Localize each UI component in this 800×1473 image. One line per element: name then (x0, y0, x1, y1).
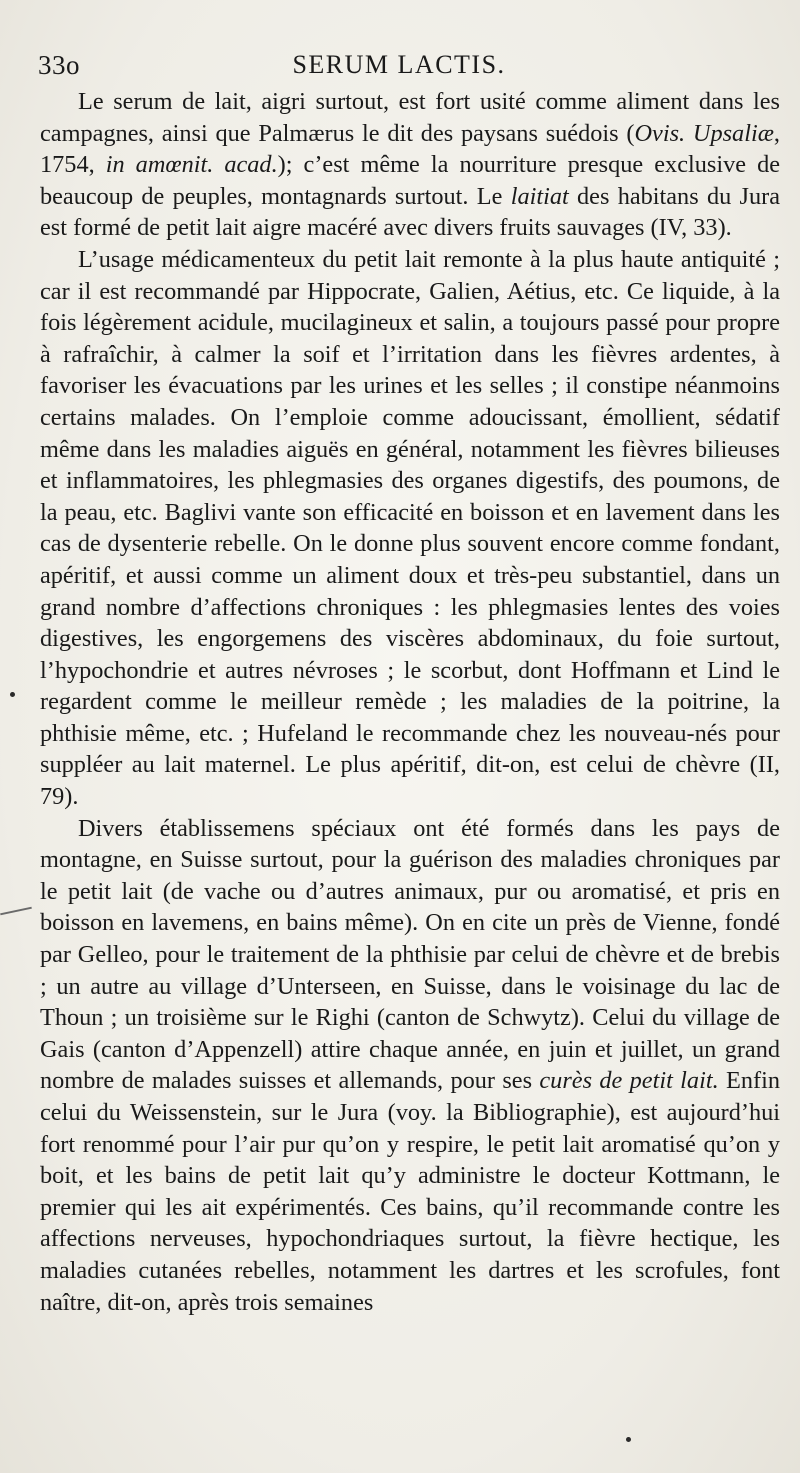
paragraph-3 (40, 813, 780, 1319)
page-header (38, 50, 760, 90)
p1-text-2: , 1754, (40, 119, 780, 179)
ink-dot (626, 1437, 631, 1442)
page-number: 33o (38, 50, 80, 80)
stray-pen-mark (0, 907, 32, 916)
ink-dot (10, 692, 15, 697)
p1-text-1: Le serum de lait, aigri surtout, est fort usité comme aliment dans les campagnes, ainsi que Palmærus le dit des paysans suédois ( (40, 88, 780, 147)
p3-italic-cures: curès de petit lait. (539, 1067, 719, 1095)
p1-text-4: des habitans du Jura est formé de petit lait aigre macéré avec divers fruits sauvages (IV, 33). (40, 182, 780, 242)
p1-italic-amoenit: in amœnit. acad. (105, 151, 278, 179)
paragraph-2: L’usage médicamenteux du petit lait remonte à la plus haute antiquité ; car il est recommandé par Hippocrate, Galien, Aétius, etc. Ce liquide, à la fois légèrement acidule, mucilagineux et salin, a toujours passé pour propre à rafraîchir, à calmer la soif et l’irritation dans les fièvres ardentes, à favoriser les évacuations par les urines et les selles ; il constipe néanmoins certains malades. On l’emploie comme adoucissant, émollient, sédatif même dans les maladies aiguës en général, notamment les fièvres bilieuses et inflammatoires, les phlegmasies des organes digestifs, des poumons, de la peau, etc. Baglivi vante son efficacité en boisson et en lavement dans les cas de dysenterie rebelle. On le donne plus souvent encore comme fondant, apéritif, et aussi comme un aliment doux et très-peu substantiel, dans un grand nombre d’affections chroniques : les phlegmasies lentes des voies digestives, les engorgemens des viscères abdominaux, du foie surtout, l’hypochondrie et autres névroses ; le scorbut, dont Hoffmann et Lind le regardent comme le meilleur remède ; les maladies de la poitrine, la phthisie même, etc. ; Hufeland le recommande chez les nouveau-nés pour suppléer au lait maternel. Le plus apéritif, dit-on, est celui de chèvre (II, 79). (40, 245, 780, 811)
p3-text-1: Divers établissemens spéciaux ont été formés dans les pays de montagne, en Suisse surtout, pour la guérison des maladies chroniques par le petit lait (de vache ou d’autres animaux, pur ou aromatisé, et pris en boisson en lavemens, en bains même). On en cite un près de Vienne, fondé par Gelleo, pour le traitement de la phthisie par celui de chèvre et de brebis ; un autre au village d’Unterseen, en Suisse, dans le voisinage du lac de Thoun ; un troisième sur le Righi (canton de Schwytz). Celui du village de Gais (canton d’Appenzell) attire chaque année, en juin et juillet, un grand nombre de malades suisses et allemands, pour ses (40, 814, 780, 1095)
p3-text-2: Enfin celui du Weissenstein, sur le Jura (voy. la Bibliographie), est aujourd’hui fort renommé pour l’air pur qu’on y respire, le petit lait aromatisé qu’on y boit, et les bains de petit lait qu’y administre le docteur Kottmann, le premier qui les ait expérimentés. Ces bains, qu’il recommande contre les affections nerveuses, hypochondriaques surtout, la fièvre hectique, les maladies cutanées rebelles, notamment les dartres et les scrofules, font naître, dit-on, après trois semaines (40, 1067, 780, 1316)
body-text (40, 86, 780, 1318)
running-title: SERUM LACTIS. (292, 50, 506, 79)
p1-italic-ovis: Ovis. Upsaliæ (634, 119, 774, 147)
p1-text-3: ); c’est même la nourriture presque exclusive de beaucoup de peuples, montagnards surtout. Le (40, 151, 780, 210)
paragraph-1 (40, 86, 780, 244)
p1-italic-laitiat: laitiat (510, 182, 569, 210)
